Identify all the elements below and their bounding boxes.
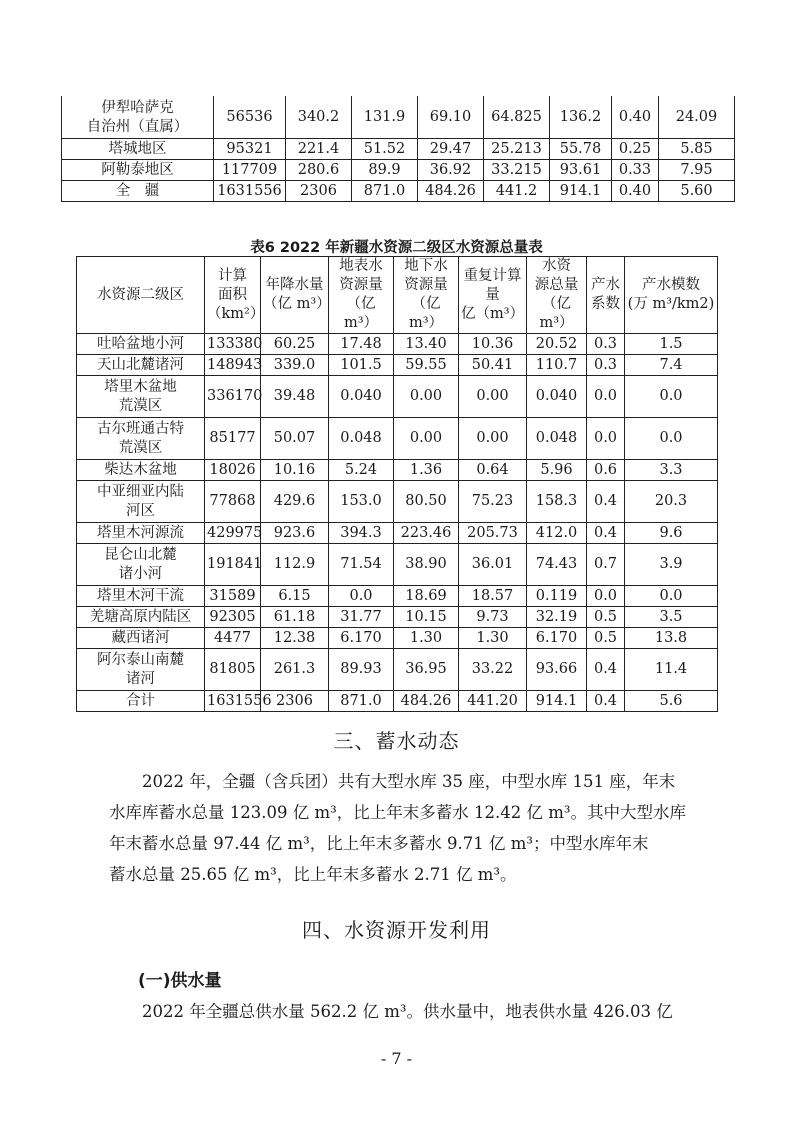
table6-header-row bbox=[77, 257, 718, 334]
value-cell: 6.170 bbox=[527, 628, 587, 649]
value-cell: 3.3 bbox=[625, 460, 718, 481]
value-cell: 1631556 bbox=[214, 181, 286, 202]
row-label-cell: 藏西诸河 bbox=[77, 628, 205, 649]
row-label-cell: 天山北麓诸河 bbox=[77, 355, 205, 376]
row-label-cell: 塔里木盆地 荒漠区 bbox=[77, 376, 205, 418]
table-row bbox=[77, 649, 718, 691]
table-row bbox=[62, 160, 735, 181]
value-cell: 24.09 bbox=[659, 97, 735, 139]
value-cell: 32.19 bbox=[527, 607, 587, 628]
value-cell: 2306 bbox=[286, 181, 352, 202]
value-cell: 59.55 bbox=[394, 355, 459, 376]
value-cell: 0.00 bbox=[459, 418, 527, 460]
table6 bbox=[76, 256, 718, 712]
value-cell: 33.215 bbox=[484, 160, 550, 181]
value-cell: 10.16 bbox=[261, 460, 329, 481]
value-cell: 95321 bbox=[214, 139, 286, 160]
value-cell: 89.9 bbox=[352, 160, 418, 181]
value-cell: 261.3 bbox=[261, 649, 329, 691]
value-cell: 484.26 bbox=[418, 181, 484, 202]
value-cell: 0.4 bbox=[587, 523, 625, 544]
value-cell: 18.57 bbox=[459, 586, 527, 607]
value-cell: 77868 bbox=[205, 481, 261, 523]
row-label-cell: 伊犁哈萨克 自治州（直属） bbox=[62, 97, 214, 139]
value-cell: 81805 bbox=[205, 649, 261, 691]
header-precip: 年降水量 （亿 m³） bbox=[261, 257, 329, 334]
value-cell: 39.48 bbox=[261, 376, 329, 418]
value-cell: 5.60 bbox=[659, 181, 735, 202]
value-cell: 914.1 bbox=[527, 691, 587, 712]
value-cell: 50.07 bbox=[261, 418, 329, 460]
value-cell: 6.15 bbox=[261, 586, 329, 607]
value-cell: 484.26 bbox=[394, 691, 459, 712]
value-cell: 871.0 bbox=[352, 181, 418, 202]
table-row bbox=[77, 355, 718, 376]
row-label-cell: 吐哈盆地小河 bbox=[77, 334, 205, 355]
value-cell: 131.9 bbox=[352, 97, 418, 139]
value-cell: 101.5 bbox=[329, 355, 394, 376]
value-cell: 0.00 bbox=[394, 376, 459, 418]
value-cell: 0.5 bbox=[587, 628, 625, 649]
value-cell: 4477 bbox=[205, 628, 261, 649]
value-cell: 280.6 bbox=[286, 160, 352, 181]
header-region: 水资源二级区 bbox=[77, 257, 205, 334]
section3-heading: 三、蓄水动态 bbox=[333, 729, 460, 753]
table-row bbox=[77, 691, 718, 712]
value-cell: 0.0 bbox=[587, 376, 625, 418]
value-cell: 1631556 bbox=[205, 691, 261, 712]
value-cell: 56536 bbox=[214, 97, 286, 139]
value-cell: 0.3 bbox=[587, 355, 625, 376]
table6-caption: 表6 2022 年新疆水资源二级区水资源总量表 bbox=[250, 240, 543, 256]
subsection-heading: (一)供水量 bbox=[138, 971, 222, 991]
value-cell: 339.0 bbox=[261, 355, 329, 376]
table-row bbox=[77, 586, 718, 607]
value-cell: 0.00 bbox=[459, 376, 527, 418]
value-cell: 61.18 bbox=[261, 607, 329, 628]
value-cell: 25.213 bbox=[484, 139, 550, 160]
value-cell: 5.96 bbox=[527, 460, 587, 481]
value-cell: 11.4 bbox=[625, 649, 718, 691]
table-row bbox=[77, 544, 718, 586]
value-cell: 92305 bbox=[205, 607, 261, 628]
value-cell: 13.40 bbox=[394, 334, 459, 355]
value-cell: 36.92 bbox=[418, 160, 484, 181]
value-cell: 18.69 bbox=[394, 586, 459, 607]
value-cell: 0.0 bbox=[625, 418, 718, 460]
value-cell: 89.93 bbox=[329, 649, 394, 691]
paragraph-line: 2022 年，全疆（含兵团）共有大型水库 35 座，中型水库 151 座，年末 bbox=[142, 772, 676, 791]
value-cell: 0.40 bbox=[612, 181, 659, 202]
value-cell: 0.7 bbox=[587, 544, 625, 586]
table-row bbox=[77, 523, 718, 544]
value-cell: 148943 bbox=[205, 355, 261, 376]
value-cell: 10.36 bbox=[459, 334, 527, 355]
value-cell: 0.25 bbox=[612, 139, 659, 160]
value-cell: 93.61 bbox=[550, 160, 612, 181]
paragraph-line: 年末蓄水总量 97.44 亿 m³，比上年末多蓄水 9.71 亿 m³；中型水库年末 bbox=[109, 834, 649, 853]
value-cell: 0.0 bbox=[587, 586, 625, 607]
value-cell: 412.0 bbox=[527, 523, 587, 544]
value-cell: 0.4 bbox=[587, 649, 625, 691]
value-cell: 9.6 bbox=[625, 523, 718, 544]
table-row bbox=[77, 418, 718, 460]
row-label-cell: 全 疆 bbox=[62, 181, 214, 202]
value-cell: 429.6 bbox=[261, 481, 329, 523]
value-cell: 0.00 bbox=[394, 418, 459, 460]
header-surface: 地表水 资源量 （亿 m³） bbox=[329, 257, 394, 334]
value-cell: 0.6 bbox=[587, 460, 625, 481]
value-cell: 0.4 bbox=[587, 691, 625, 712]
value-cell: 50.41 bbox=[459, 355, 527, 376]
value-cell: 0.048 bbox=[527, 418, 587, 460]
table-row bbox=[77, 376, 718, 418]
value-cell: 13.8 bbox=[625, 628, 718, 649]
value-cell: 158.3 bbox=[527, 481, 587, 523]
table-row bbox=[77, 607, 718, 628]
value-cell: 60.25 bbox=[261, 334, 329, 355]
table-row bbox=[77, 481, 718, 523]
row-label-cell: 古尔班通古特 荒漠区 bbox=[77, 418, 205, 460]
row-label-cell: 羌塘高原内陆区 bbox=[77, 607, 205, 628]
value-cell: 0.0 bbox=[625, 586, 718, 607]
value-cell: 85177 bbox=[205, 418, 261, 460]
row-label-cell: 合计 bbox=[77, 691, 205, 712]
header-ground: 地下水 资源量 （亿 m³） bbox=[394, 257, 459, 334]
value-cell: 133380 bbox=[205, 334, 261, 355]
value-cell: 5.6 bbox=[625, 691, 718, 712]
value-cell: 10.15 bbox=[394, 607, 459, 628]
value-cell: 38.90 bbox=[394, 544, 459, 586]
value-cell: 0.4 bbox=[587, 481, 625, 523]
paragraph-line: 蓄水总量 25.65 亿 m³，比上年末多蓄水 2.71 亿 m³。 bbox=[109, 865, 517, 884]
value-cell: 223.46 bbox=[394, 523, 459, 544]
value-cell: 441.2 bbox=[484, 181, 550, 202]
paragraph-line: 2022 年全疆总供水量 562.2 亿 m³。供水量中，地表供水量 426.03 亿 bbox=[142, 1002, 673, 1021]
table-row bbox=[62, 97, 735, 139]
value-cell: 0.119 bbox=[527, 586, 587, 607]
value-cell: 31589 bbox=[205, 586, 261, 607]
value-cell: 7.4 bbox=[625, 355, 718, 376]
value-cell: 71.54 bbox=[329, 544, 394, 586]
value-cell: 136.2 bbox=[550, 97, 612, 139]
value-cell: 0.040 bbox=[527, 376, 587, 418]
row-label-cell: 塔里木河干流 bbox=[77, 586, 205, 607]
value-cell: 6.170 bbox=[329, 628, 394, 649]
value-cell: 29.47 bbox=[418, 139, 484, 160]
value-cell: 0.40 bbox=[612, 97, 659, 139]
value-cell: 0.3 bbox=[587, 334, 625, 355]
value-cell: 3.9 bbox=[625, 544, 718, 586]
value-cell: 20.52 bbox=[527, 334, 587, 355]
value-cell: 336170 bbox=[205, 376, 261, 418]
table-row bbox=[62, 181, 735, 202]
header-total: 水资 源总量 （亿 m³） bbox=[527, 257, 587, 334]
value-cell: 69.10 bbox=[418, 97, 484, 139]
value-cell: 12.38 bbox=[261, 628, 329, 649]
value-cell: 153.0 bbox=[329, 481, 394, 523]
value-cell: 93.66 bbox=[527, 649, 587, 691]
value-cell: 110.7 bbox=[527, 355, 587, 376]
value-cell: 3.5 bbox=[625, 607, 718, 628]
value-cell: 0.0 bbox=[587, 418, 625, 460]
value-cell: 36.01 bbox=[459, 544, 527, 586]
value-cell: 117709 bbox=[214, 160, 286, 181]
value-cell: 55.78 bbox=[550, 139, 612, 160]
section4-heading: 四、水资源开发利用 bbox=[302, 918, 491, 942]
header-modulus: 产水模数 (万 m³/km2) bbox=[625, 257, 718, 334]
value-cell: 340.2 bbox=[286, 97, 352, 139]
table-row bbox=[77, 460, 718, 481]
row-label-cell: 中亚细亚内陆 河区 bbox=[77, 481, 205, 523]
table-row bbox=[77, 334, 718, 355]
value-cell: 221.4 bbox=[286, 139, 352, 160]
value-cell: 9.73 bbox=[459, 607, 527, 628]
section3-paragraph bbox=[109, 766, 691, 890]
value-cell: 205.73 bbox=[459, 523, 527, 544]
header-overlap: 重复计算 量 亿（m³） bbox=[459, 257, 527, 334]
value-cell: 441.20 bbox=[459, 691, 527, 712]
section4-paragraph bbox=[142, 996, 691, 1027]
value-cell: 7.95 bbox=[659, 160, 735, 181]
value-cell: 33.22 bbox=[459, 649, 527, 691]
value-cell: 871.0 bbox=[329, 691, 394, 712]
value-cell: 20.3 bbox=[625, 481, 718, 523]
row-label-cell: 塔城地区 bbox=[62, 139, 214, 160]
page-number: - 7 - bbox=[380, 1049, 413, 1068]
value-cell: 5.85 bbox=[659, 139, 735, 160]
value-cell: 74.43 bbox=[527, 544, 587, 586]
value-cell: 0.0 bbox=[625, 376, 718, 418]
value-cell: 112.9 bbox=[261, 544, 329, 586]
value-cell: 191841 bbox=[205, 544, 261, 586]
value-cell: 5.24 bbox=[329, 460, 394, 481]
value-cell: 0.33 bbox=[612, 160, 659, 181]
value-cell: 0.048 bbox=[329, 418, 394, 460]
value-cell: 0.64 bbox=[459, 460, 527, 481]
row-label-cell: 柴达木盆地 bbox=[77, 460, 205, 481]
row-label-cell: 阿尔泰山南麓 诸河 bbox=[77, 649, 205, 691]
value-cell: 31.77 bbox=[329, 607, 394, 628]
value-cell: 0.0 bbox=[329, 586, 394, 607]
value-cell: 80.50 bbox=[394, 481, 459, 523]
value-cell: 75.23 bbox=[459, 481, 527, 523]
value-cell: 18026 bbox=[205, 460, 261, 481]
paragraph-line: 水库库蓄水总量 123.09 亿 m³，比上年末多蓄水 12.42 亿 m³。其中大型水库 bbox=[109, 803, 686, 822]
row-label-cell: 阿勒泰地区 bbox=[62, 160, 214, 181]
table-row bbox=[62, 139, 735, 160]
value-cell: 36.95 bbox=[394, 649, 459, 691]
row-label-cell: 昆仑山北麓 诸小河 bbox=[77, 544, 205, 586]
value-cell: 1.30 bbox=[459, 628, 527, 649]
value-cell: 429975 bbox=[205, 523, 261, 544]
value-cell: 64.825 bbox=[484, 97, 550, 139]
table-row bbox=[77, 628, 718, 649]
value-cell: 923.6 bbox=[261, 523, 329, 544]
value-cell: 0.5 bbox=[587, 607, 625, 628]
value-cell: 0.040 bbox=[329, 376, 394, 418]
value-cell: 1.36 bbox=[394, 460, 459, 481]
value-cell: 17.48 bbox=[329, 334, 394, 355]
value-cell: 394.3 bbox=[329, 523, 394, 544]
value-cell: 2306 bbox=[261, 691, 329, 712]
header-coeff: 产水 系数 bbox=[587, 257, 625, 334]
row-label-cell: 塔里木河源流 bbox=[77, 523, 205, 544]
value-cell: 1.5 bbox=[625, 334, 718, 355]
continued-table bbox=[61, 96, 735, 202]
value-cell: 1.30 bbox=[394, 628, 459, 649]
value-cell: 51.52 bbox=[352, 139, 418, 160]
header-area: 计算 面积 （km²） bbox=[205, 257, 261, 334]
value-cell: 914.1 bbox=[550, 181, 612, 202]
